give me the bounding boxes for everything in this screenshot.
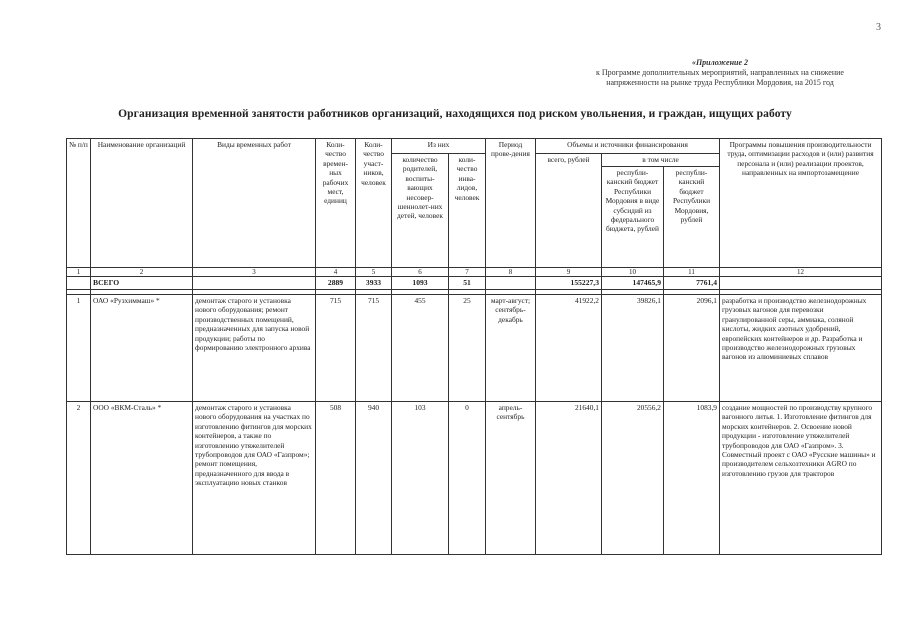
total-empty (193, 277, 316, 290)
header-including: в том числе (602, 154, 720, 167)
appendix-line-1: к Программе дополнительных мероприятий, направленных на снижение (596, 68, 844, 77)
employment-table (66, 138, 882, 555)
participants-count: 940 (356, 402, 392, 555)
document-title: Организация временной занятости работников организаций, находящихся под риском увольнения, и граждан, ищущих работу (118, 108, 792, 120)
parents-count: 103 (392, 402, 449, 555)
jobs-count: 508 (316, 402, 356, 555)
header-col-5: Коли-чество участ-ников, человек (356, 139, 392, 268)
col-number: 3 (193, 268, 316, 277)
header-col-2: Наименование организаций (91, 139, 193, 268)
disabled-count: 25 (449, 295, 486, 402)
col-number: 4 (316, 268, 356, 277)
appendix-title: «Приложение 2 (691, 58, 749, 67)
sum-republic: 2096,1 (664, 295, 720, 402)
total-sum: 155227,3 (536, 277, 602, 290)
page-number: 3 (876, 22, 881, 33)
disabled-count: 0 (449, 402, 486, 555)
header-col-12: Программы повышения производительности труда, оптимизации расходов и (или) развития персонала и (или) реализации проектов, направленных на импортозамещение (720, 139, 882, 268)
total-federal: 147465,9 (602, 277, 664, 290)
appendix-header (560, 58, 880, 88)
sum-republic: 1083,9 (664, 402, 720, 555)
header-col-4: Коли-чество времен-ных рабочих мест, единиц (316, 139, 356, 268)
row-number: 1 (67, 295, 91, 402)
total-republic: 7761,4 (664, 277, 720, 290)
programs: разработка и производство железнодорожных грузовых вагонов для перевозки гранулированной серы, аммиака, соляной кислоты, жидких азотных удобрений, европейских контейнеров и др. Разработка и производство железнодорожных грузовых вагонов из алюминиевых сплавов (720, 295, 882, 402)
col-number: 5 (356, 268, 392, 277)
total-participants: 3933 (356, 277, 392, 290)
col-number: 12 (720, 268, 882, 277)
col-number: 1 (67, 268, 91, 277)
header-col-1: № п/п (67, 139, 91, 268)
period: апрель-сентябрь (486, 402, 536, 555)
header-financing: Объемы и источники финансирования (536, 139, 720, 154)
total-jobs: 2889 (316, 277, 356, 290)
org-name: ООО «ВКМ-Сталь» * (91, 402, 193, 555)
appendix-line-2: напряженности на рынке труда Республики Мордовия, на 2015 год (606, 78, 834, 87)
org-name: ОАО «Рузхиммаш» * (91, 295, 193, 402)
header-col-7: коли-чество инва-лидов, человек (449, 154, 486, 268)
participants-count: 715 (356, 295, 392, 402)
total-empty (720, 277, 882, 290)
sum-total: 41922,2 (536, 295, 602, 402)
header-col-9: всего, рублей (536, 154, 602, 268)
total-empty (486, 277, 536, 290)
sum-federal: 39826,1 (602, 295, 664, 402)
header-col-3: Виды временных работ (193, 139, 316, 268)
jobs-count: 715 (316, 295, 356, 402)
total-parents: 1093 (392, 277, 449, 290)
header-col-6: количество родителей, воспиты-вающих несовер-шеннолет-них детей, человек (392, 154, 449, 268)
programs: создание мощностей по производству крупного вагонного литья. 1. Изготовление фитингов для морских контейнеров. 2. Освоение новой продукции - изготовление утяжелителей трубопроводов для ОАО «Газпром». 3. Совместный проект с ОАО «Русские машины» и производителем сельхозтехники AGRO по изготовлению грузов для тракторов (720, 402, 882, 555)
col-number: 10 (602, 268, 664, 277)
sum-total: 21640,1 (536, 402, 602, 555)
col-number: 11 (664, 268, 720, 277)
header-col-8: Период прове-дения (486, 139, 536, 268)
work-types: демонтаж старого и установка нового оборудования на участках по изготовлению фитингов для морских контейнеров, а также по изготовлению утяжелителей трубопроводов для ОАО «Газпром»; ремонт помещения, предназначенного для ввода в эксплуатацию новых станков (193, 402, 316, 555)
header-col-10: республи-канский бюджет Республики Мордовия в виде субсидий из федерального бюджета, рублей (602, 167, 664, 268)
work-types: демонтаж старого и установка нового оборудования; ремонт производственных помещений, предназначенных для запуска новой продукции; работы по формированию электронного архива (193, 295, 316, 402)
total-label: ВСЕГО (91, 277, 193, 290)
col-number: 9 (536, 268, 602, 277)
col-number: 2 (91, 268, 193, 277)
table-row (67, 402, 882, 555)
row-number: 2 (67, 402, 91, 555)
sum-federal: 20556,2 (602, 402, 664, 555)
parents-count: 455 (392, 295, 449, 402)
total-disabled: 51 (449, 277, 486, 290)
table-row (67, 295, 882, 402)
col-number: 7 (449, 268, 486, 277)
period: март-август; сентябрь-декабрь (486, 295, 536, 402)
header-from-them: Из них (392, 139, 486, 154)
col-number: 6 (392, 268, 449, 277)
col-number: 8 (486, 268, 536, 277)
header-col-11: республи-канский бюджет Республики Мордовия, рублей (664, 167, 720, 268)
total-empty (67, 277, 91, 290)
